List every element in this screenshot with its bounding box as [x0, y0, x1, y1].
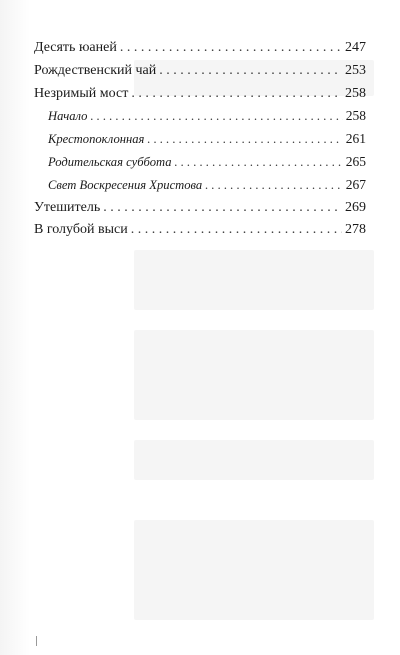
toc-subentry-title: Свет Воскресения Христова	[48, 177, 203, 192]
toc-entry-page: 278	[345, 222, 366, 238]
bleed-through-block	[134, 330, 374, 420]
toc-entry	[34, 37, 366, 60]
dot-leader	[103, 197, 342, 220]
toc-subentry-page: 258	[345, 108, 366, 124]
table-of-contents	[34, 37, 366, 242]
dot-leader	[131, 219, 342, 242]
toc-subentry-title: Начало	[48, 109, 88, 124]
toc-entry-title: В голубой выси	[34, 222, 128, 238]
toc-entry	[34, 219, 366, 242]
toc-entry	[34, 83, 366, 106]
bleed-through-block	[134, 440, 374, 480]
dot-leader	[120, 37, 342, 60]
toc-entry-page: 258	[345, 85, 366, 101]
bleed-through-block	[134, 520, 374, 620]
dot-leader	[90, 105, 342, 128]
toc-subentry-page: 267	[345, 176, 366, 192]
dot-leader	[131, 83, 342, 106]
toc-subentry-page: 261	[345, 131, 366, 147]
toc-subentry-title: Родительская суббота	[48, 154, 172, 169]
toc-subentry	[34, 151, 366, 174]
toc-entry-title: Утешитель	[34, 199, 101, 215]
dot-leader	[159, 60, 342, 83]
toc-entry-page: 253	[345, 62, 366, 78]
toc-entry-title: Рождественский чай	[34, 62, 157, 78]
toc-entry-page: 269	[345, 199, 366, 215]
toc-subentry	[34, 105, 366, 128]
toc-subentry-page: 265	[345, 153, 366, 169]
toc-entry-page: 247	[345, 40, 366, 55]
toc-subentry	[34, 128, 366, 151]
dot-leader	[175, 151, 343, 174]
bleed-through-block	[134, 250, 374, 310]
toc-entry	[34, 60, 366, 83]
toc-entry-title: Незримый мост	[34, 85, 129, 101]
toc-subentry	[34, 174, 366, 197]
dot-leader	[147, 128, 342, 151]
margin-mark	[36, 636, 37, 646]
dot-leader	[205, 174, 343, 197]
toc-subentry-title: Крестопоклонная	[48, 132, 145, 147]
toc-entry	[34, 197, 366, 220]
toc-entry-title: Десять юаней	[34, 40, 117, 55]
